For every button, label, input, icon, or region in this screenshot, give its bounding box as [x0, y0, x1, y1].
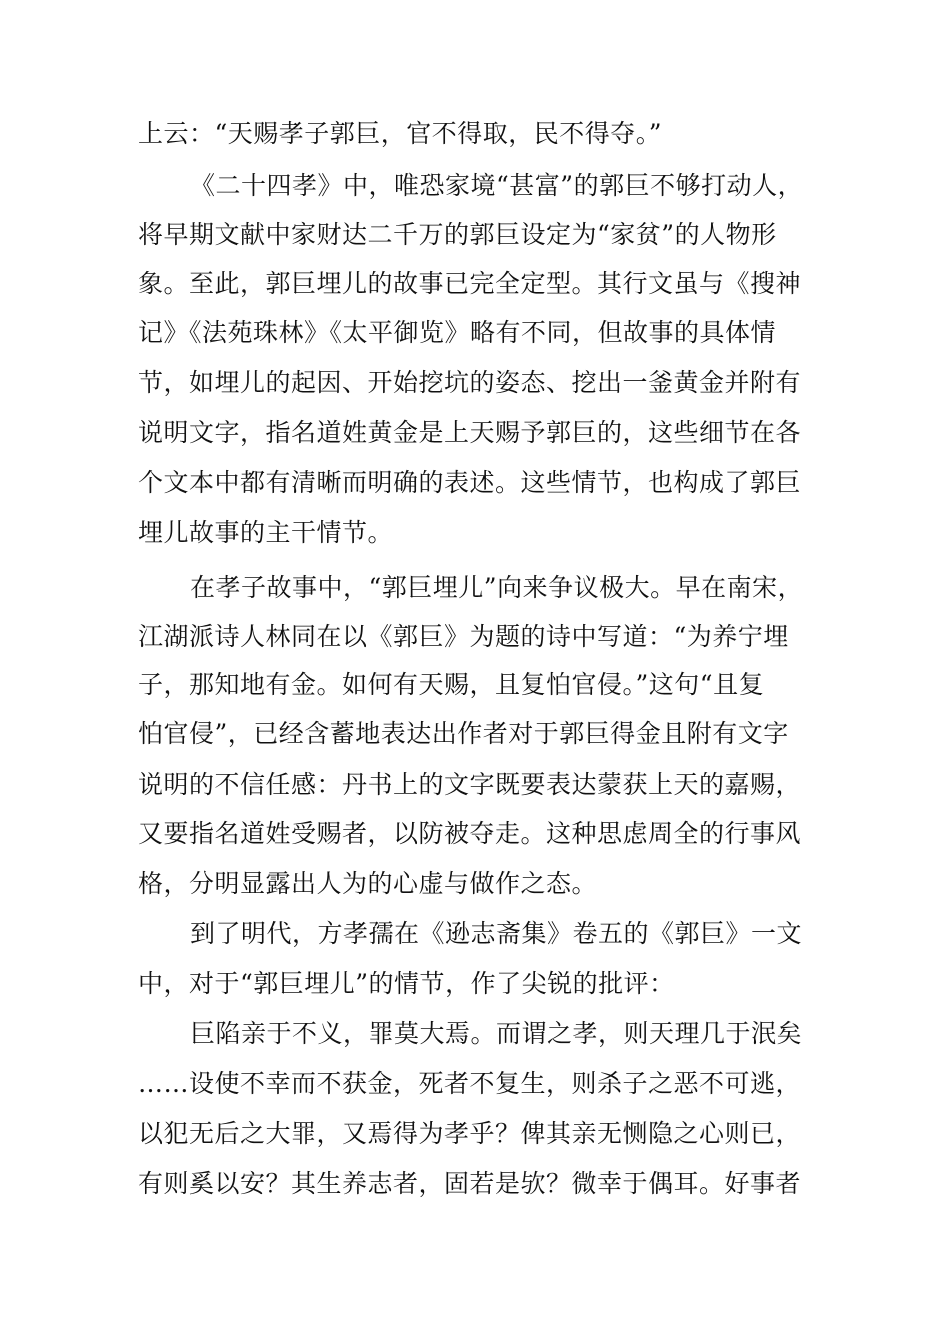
text-line-5: 记》《法苑珠林》《太平御览》略有不同，但故事的具体情 — [138, 318, 777, 347]
text-line-10: 在孝子故事中，“郭巨埋儿”向来争议极大。早在南宋， — [190, 573, 804, 602]
text-line-1: 上云：“天赐孝子郭巨，官不得取，民不得夺。” — [138, 119, 663, 148]
text-line-18: 中，对于“郭巨埋儿”的情节，作了尖锐的批评： — [138, 969, 675, 998]
text-line-8: 个文本中都有清晰而明确的表述。这些情节，也构成了郭巨 — [138, 468, 802, 497]
text-line-17: 到了明代，方孝孺在《逊志斋集》卷五的《郭巨》一文 — [190, 919, 803, 948]
text-line-12: 子，那知地有金。如何有天赐，且复怕官侵。”这句“且复 — [138, 670, 765, 699]
text-line-15: 又要指名道姓受赐者，以防被夺走。这种思虑周全的行事风 — [138, 819, 802, 848]
text-line-7: 说明文字，指名道姓黄金是上天赐予郭巨的，这些细节在各 — [138, 418, 802, 447]
text-line-9: 埋儿故事的主干情节。 — [138, 518, 394, 547]
text-line-6: 节，如埋儿的起因、开始挖坑的姿态、挖出一釜黄金并附有 — [138, 368, 802, 397]
text-line-19: 巨陷亲于不义，罪莫大焉。而谓之孝，则天理几于泯矣 — [190, 1019, 803, 1048]
text-line-14: 说明的不信任感：丹书上的文字既要表达蒙获上天的嘉赐， — [138, 770, 802, 799]
text-line-4: 象。至此，郭巨埋儿的故事已完全定型。其行文虽与《搜神 — [138, 269, 802, 298]
text-line-13: 怕官侵”，已经含蓄地表达出作者对于郭巨得金且附有文字 — [138, 719, 789, 748]
text-line-20: ……设使不幸而不获金，死者不复生，则杀子之恶不可逃， — [138, 1069, 802, 1098]
text-line-3: 将早期文献中家财达二千万的郭巨设定为“家贫”的人物形 — [138, 220, 777, 249]
text-line-22: 有则奚以安？其生养志者，固若是欤？微幸于偶耳。好事者 — [138, 1169, 802, 1198]
text-line-11: 江湖派诗人林同在以《郭巨》为题的诗中写道：“为养宁埋 — [138, 622, 789, 651]
text-line-16: 格，分明显露出人为的心虚与做作之态。 — [138, 869, 598, 898]
text-line-2: 《二十四孝》中，唯恐家境“甚富”的郭巨不够打动人， — [190, 171, 804, 200]
text-line-21: 以犯无后之大罪，又焉得为孝乎？俾其亲无恻隐之心则已， — [138, 1119, 802, 1148]
